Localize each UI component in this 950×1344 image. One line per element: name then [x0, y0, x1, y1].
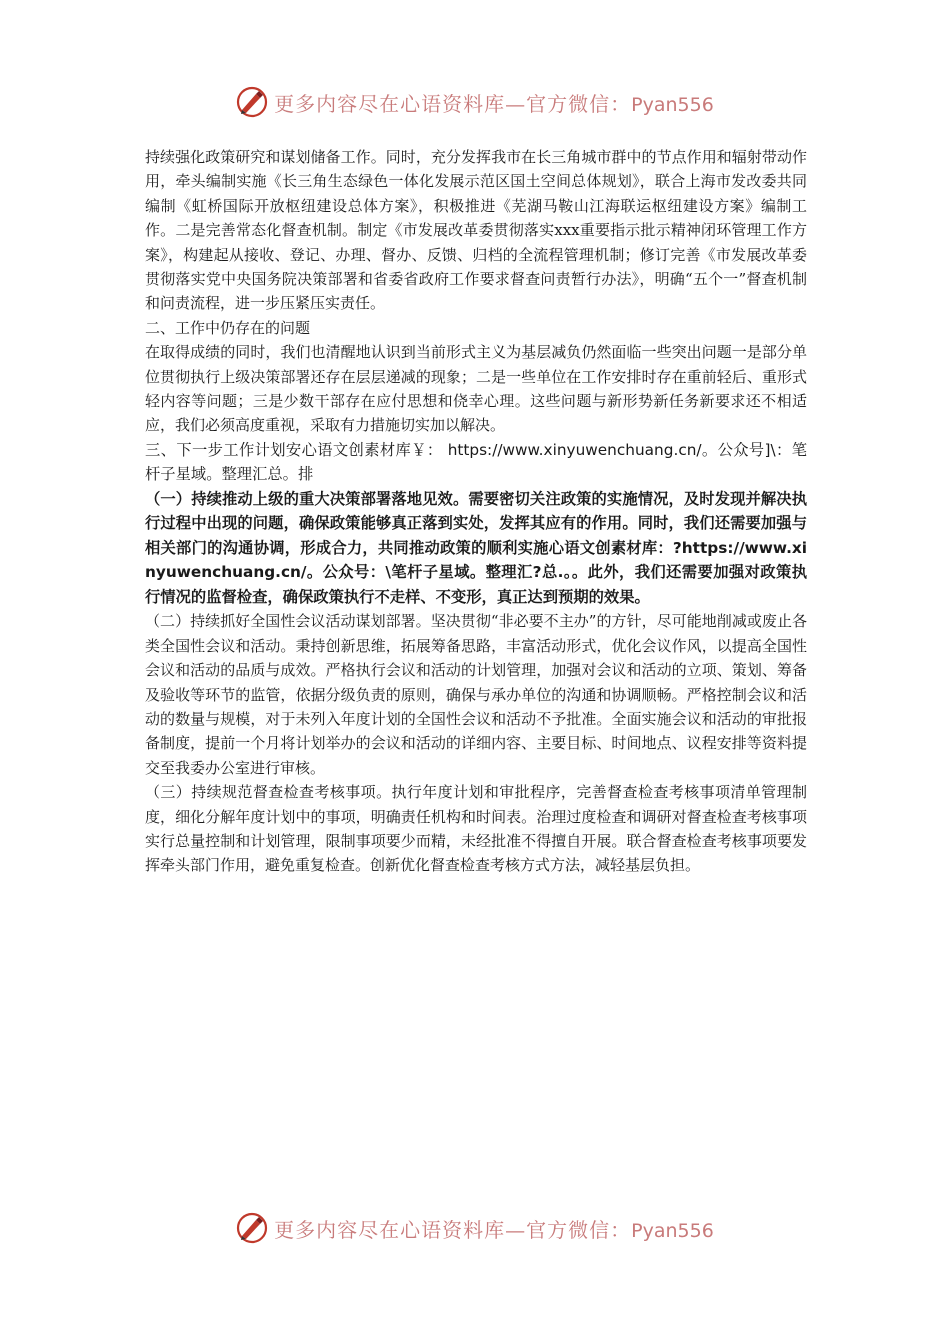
header-banner-text: 更多内容尽在心语资料库—官方微信：Pyan556	[274, 91, 714, 116]
document-body	[145, 145, 807, 878]
wechat-id: Pyan556	[631, 93, 714, 116]
footer-banner-text: 更多内容尽在心语资料库—官方微信：Pyan556	[274, 1217, 714, 1242]
wechat-id: Pyan556	[631, 1219, 714, 1242]
footer-banner	[0, 1208, 950, 1248]
paragraph-5: （三）持续规范督查检查考核事项。执行年度计划和审批程序，完善督查检查考核事项清单管理制度，细化分解年度计划中的事项，明确责任机构和时间表。治理过度检查和调研对督查检查考核事项实行总量控制和计划管理，限制事项要少而精，未经批准不得擅自开展。联合督查检查考核事项要发挥牵头部门作用，避免重复检查。创新优化督查检查考核方式方法，减轻基层负担。	[145, 783, 807, 875]
section-heading-3: 三、下一步工作计划安心语文创素材库￥： https://www.xinyuwenchuang.cn/。公众号]\：笔杆子星域。整理汇总。排	[145, 440, 807, 484]
pen-logo-icon	[236, 86, 268, 118]
header-banner	[0, 82, 950, 122]
pen-logo-icon	[236, 1212, 268, 1244]
section-heading-2: 二、工作中仍存在的问题	[145, 318, 311, 337]
paragraph-4: （二）持续抓好全国性会议活动谋划部署。坚决贯彻“非必要不主办”的方针，尽可能地削减或废止各类全国性会议和活动。秉持创新思维，拓展筹备思路，丰富活动形式，优化会议作风，以提高全国性会议和活动的品质与成效。严格执行会议和活动的计划管理，加强对会议和活动的立项、策划、筹备及验收等环节的监管，依据分级负责的原则，确保与承办单位的沟通和协调顺畅。严格控制会议和活动的数量与规模，对于未列入年度计划的全国性会议和活动不予批准。全面实施会议和活动的审批报备制度，提前一个月将计划举办的会议和活动的详细内容、主要目标、时间地点、议程安排等资料提交至我委办公室进行审核。	[145, 612, 807, 777]
paragraph-3: （一）持续推动上级的重大决策部署落地见效。需要密切关注政策的实施情况，及时发现并解决执行过程中出现的问题，确保政策能够真正落到实处，发挥其应有的作用。同时，我们还需要加强与相关部门的沟通协调，形成合力，共同推动政策的顺利实施心语文创素材库：?https://www.xinyuwenchuang.cn/。公众号：\笔杆子星域。整理汇?总.。。此外，我们还需要加强对政策执行情况的监督检查，确保政策执行不走样、不变形，真正达到预期的效果。	[145, 489, 807, 606]
paragraph-2: 在取得成绩的同时，我们也清醒地认识到当前形式主义为基层减负仍然面临一些突出问题一是部分单位贯彻执行上级决策部署还存在层层递减的现象；二是一些单位在工作安排时存在重前轻后、重形式轻内容等问题；三是少数干部存在应付思想和侥幸心理。这些问题与新形势新任务新要求还不相适应，我们必须高度重视，采取有力措施切实加以解决。	[145, 343, 807, 435]
paragraph-1: 持续强化政策研究和谋划储备工作。同时，充分发挥我市在长三角城市群中的节点作用和辐射带动作用，牵头编制实施《长三角生态绿色一体化发展示范区国土空间总体规划》，联合上海市发改委共同编制《虹桥国际开放枢纽建设总体方案》，积极推进《芜湖马鞍山江海联运枢纽建设方案》编制工作。二是完善常态化督查机制。制定《市发展改革委贯彻落实xxx重要指示批示精神闭环管理工作方案》，构建起从接收、登记、办理、督办、反馈、归档的全流程管理机制；修订完善《市发展改革委贯彻落实党中央国务院决策部署和省委省政府工作要求督查问责暂行办法》，明确“五个一”督查机制和问责流程，进一步压紧压实责任。	[145, 148, 807, 313]
